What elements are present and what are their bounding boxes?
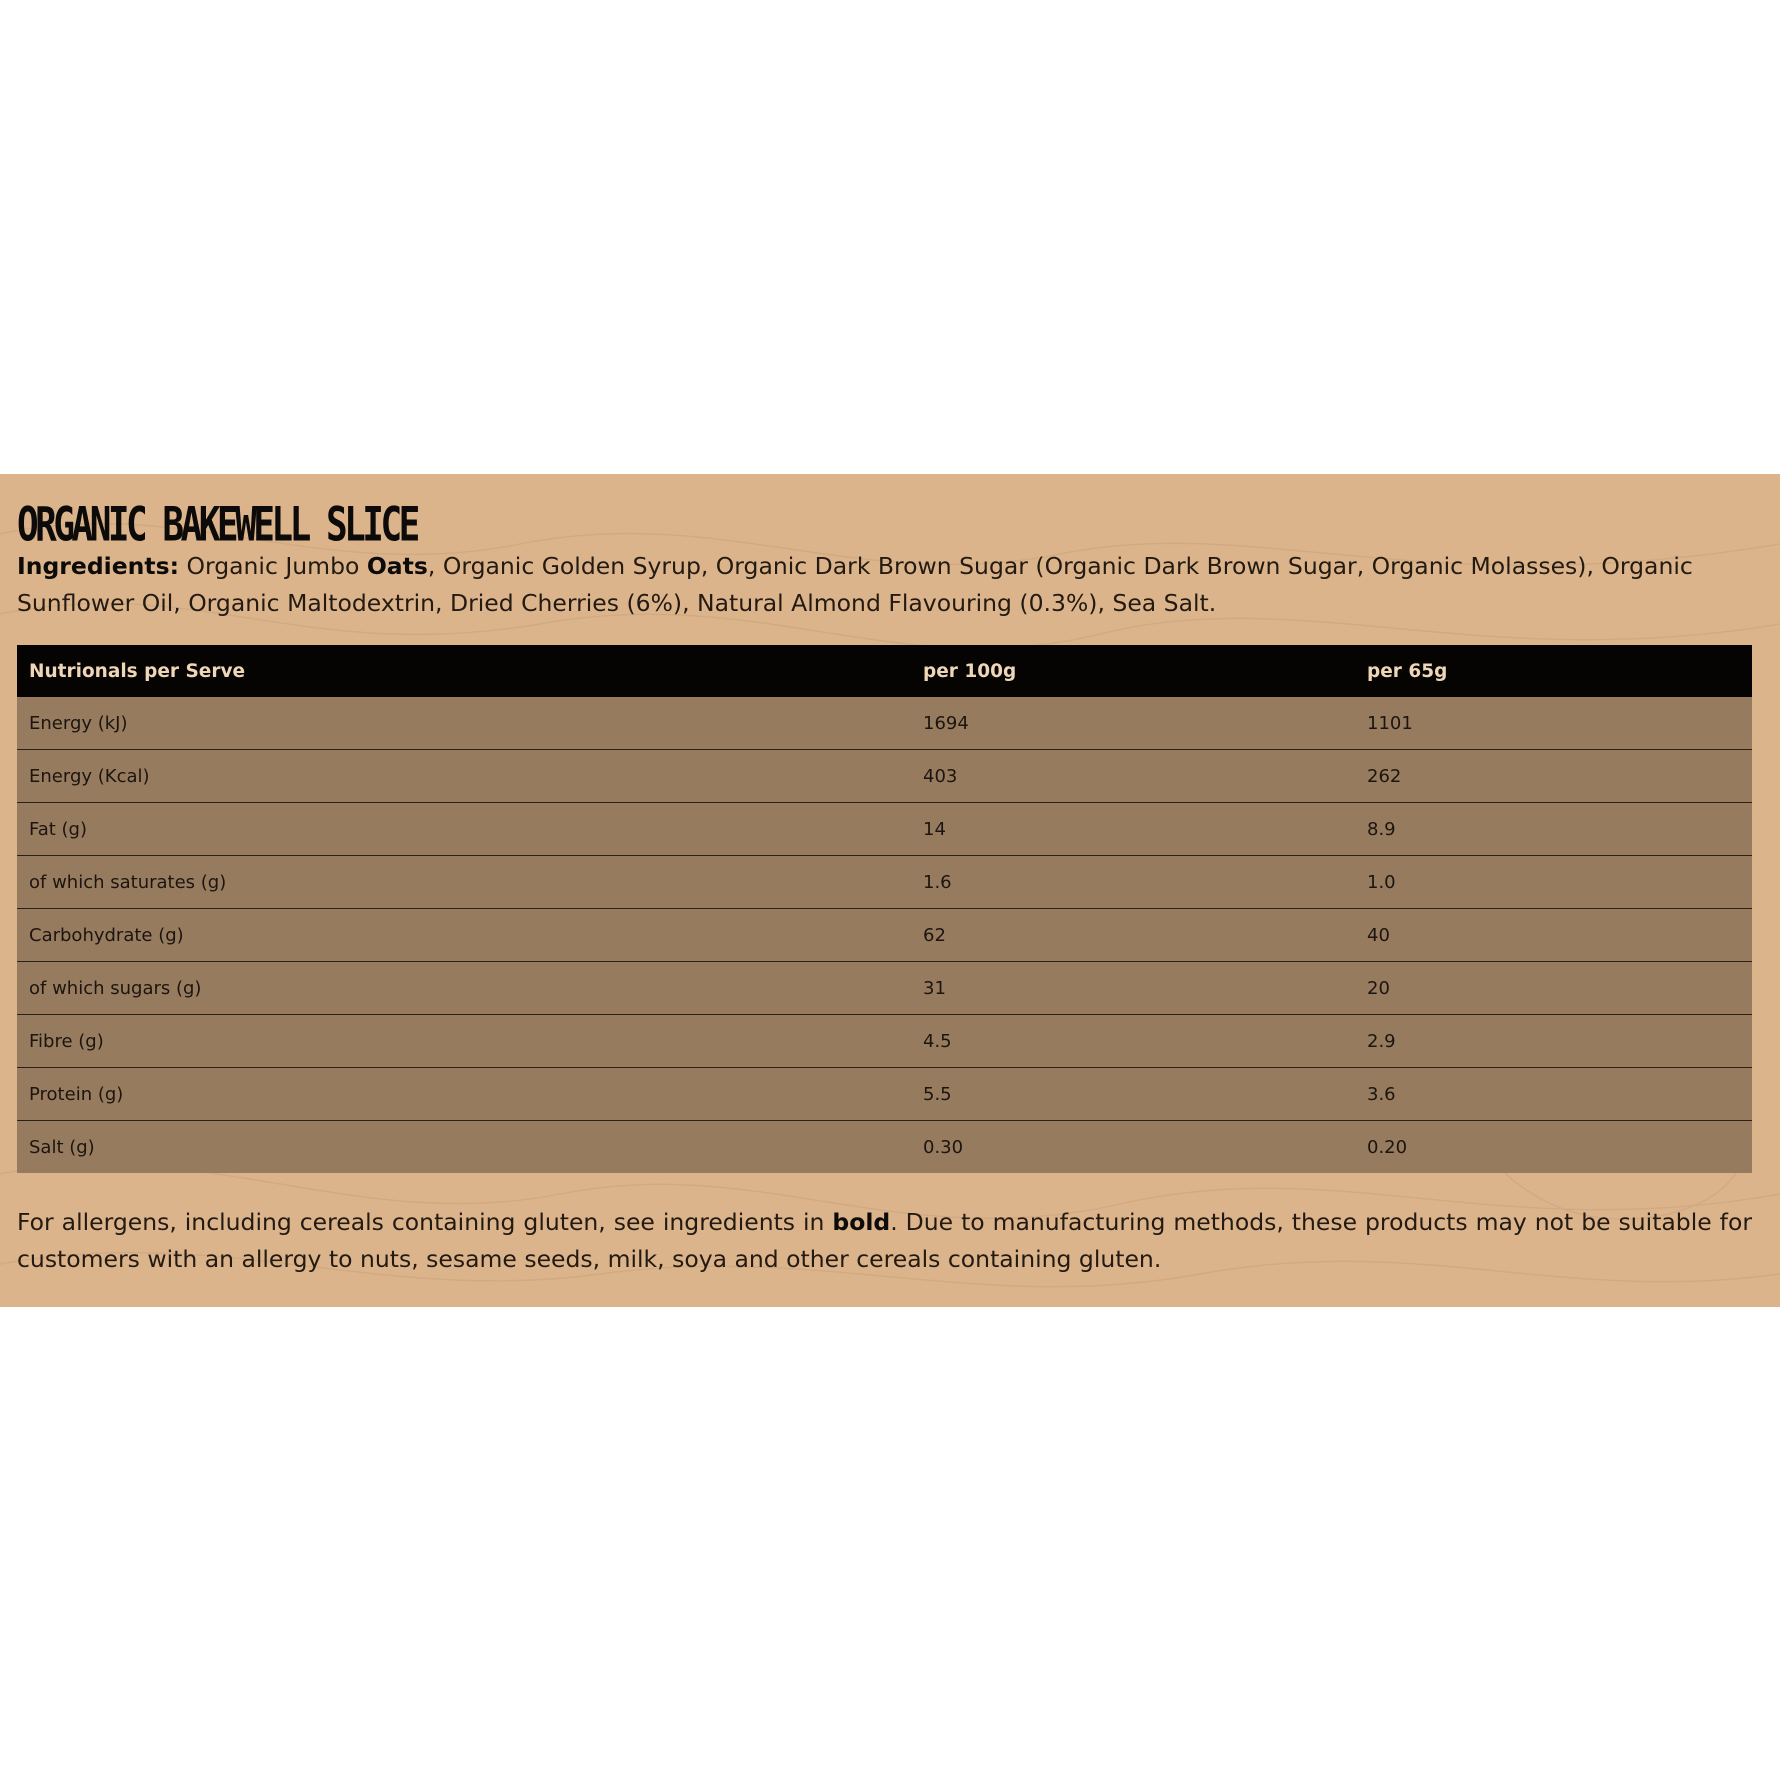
nutrient-name: Carbohydrate (g) (17, 909, 911, 962)
nutrient-name: Energy (Kcal) (17, 750, 911, 803)
ingredients-allergen-oats: Oats (366, 552, 428, 580)
value-per-100g: 4.5 (911, 1015, 1355, 1068)
nutrient-name: Fat (g) (17, 803, 911, 856)
nutrition-header-row (17, 645, 1752, 697)
table-row (17, 962, 1752, 1015)
table-row (17, 750, 1752, 803)
product-info-panel (0, 474, 1780, 1307)
value-per-65g: 2.9 (1355, 1015, 1752, 1068)
allergen-notice (17, 1204, 1752, 1278)
value-per-65g: 3.6 (1355, 1068, 1752, 1121)
ingredients-part-1: Organic Jumbo (179, 552, 367, 580)
header-per-100g: per 100g (911, 645, 1355, 697)
ingredients-text (17, 548, 1752, 622)
value-per-65g: 262 (1355, 750, 1752, 803)
allergen-part-1: For allergens, including cereals containing gluten, see ingredients in (17, 1208, 833, 1236)
value-per-65g: 1101 (1355, 697, 1752, 750)
table-row (17, 1121, 1752, 1174)
nutrient-name: Protein (g) (17, 1068, 911, 1121)
header-nutrient: Nutrionals per Serve (17, 645, 911, 697)
value-per-65g: 20 (1355, 962, 1752, 1015)
value-per-65g: 1.0 (1355, 856, 1752, 909)
nutrient-name: Fibre (g) (17, 1015, 911, 1068)
value-per-65g: 0.20 (1355, 1121, 1752, 1174)
table-row (17, 1015, 1752, 1068)
value-per-100g: 5.5 (911, 1068, 1355, 1121)
value-per-100g: 403 (911, 750, 1355, 803)
table-row (17, 803, 1752, 856)
value-per-65g: 40 (1355, 909, 1752, 962)
nutrient-name: of which saturates (g) (17, 856, 911, 909)
ingredients-label: Ingredients: (17, 552, 179, 580)
ingredients-part-2: , Organic Golden Syrup, Organic Dark Brown Sugar (Organic Dark Brown Sugar, Organic Molasses), Organic Sunflower Oil, Organic Maltodextrin, Dried Cherries (6%), Natural Almond Flavouring (0.3%), Sea Salt. (17, 552, 1693, 617)
value-per-100g: 1.6 (911, 856, 1355, 909)
header-per-65g: per 65g (1355, 645, 1752, 697)
table-row (17, 697, 1752, 750)
value-per-100g: 1694 (911, 697, 1355, 750)
value-per-100g: 31 (911, 962, 1355, 1015)
product-title: ORGANIC BAKEWELL SLICE (17, 499, 417, 553)
value-per-100g: 62 (911, 909, 1355, 962)
value-per-100g: 14 (911, 803, 1355, 856)
table-row (17, 856, 1752, 909)
table-row (17, 1068, 1752, 1121)
nutrition-table (17, 645, 1752, 1173)
nutrient-name: Salt (g) (17, 1121, 911, 1174)
allergen-bold-word: bold (832, 1208, 891, 1236)
value-per-100g: 0.30 (911, 1121, 1355, 1174)
value-per-65g: 8.9 (1355, 803, 1752, 856)
table-row (17, 909, 1752, 962)
nutrient-name: Energy (kJ) (17, 697, 911, 750)
allergen-part-2: . Due to manufacturing methods, these products may not be suitable for customers with an allergy to nuts, sesame seeds, milk, soya and other cereals containing gluten. (17, 1208, 1752, 1273)
nutrient-name: of which sugars (g) (17, 962, 911, 1015)
